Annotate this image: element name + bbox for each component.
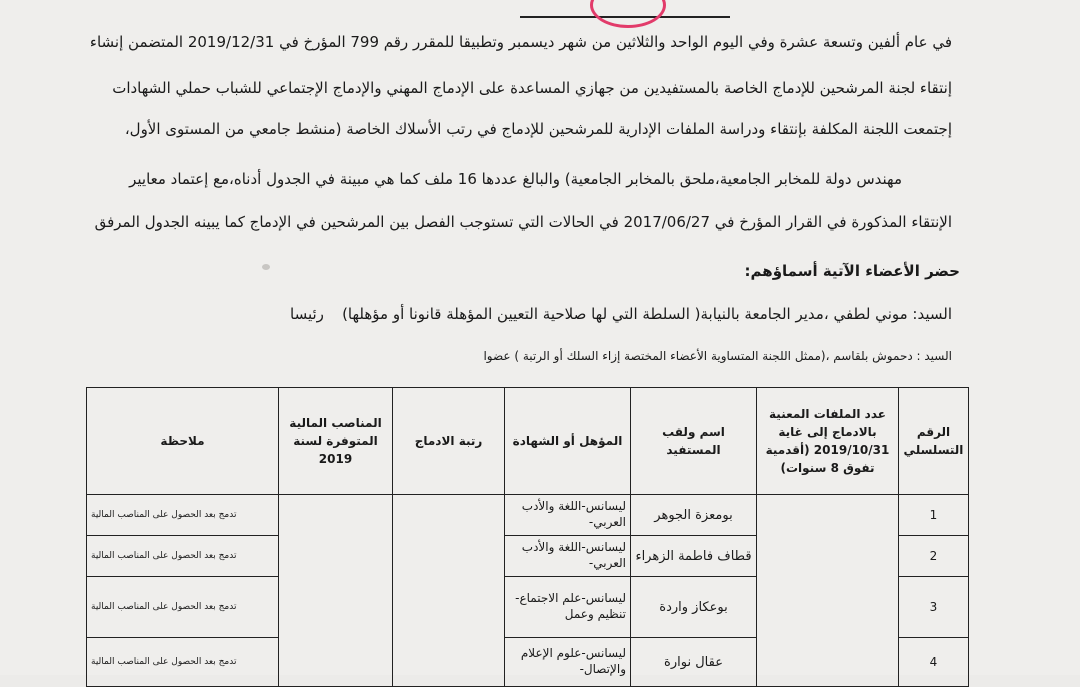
member-second: السيد : دحموش بلقاسم ،(ممثل اللجنة المتساوية الأعضاء المختصة إزاء السلك أو الرتبة ) عضوا (483, 349, 952, 363)
col-header-files: عدد الملفات المعنية بالادماج إلى غاية 2019/10/31 (أقدمية تفوق 8 سنوات) (757, 388, 899, 495)
row-qualification: ليسانس-اللغة والأدب العربي- (505, 495, 631, 536)
official-stamp (590, 0, 666, 28)
grade-cell (393, 495, 505, 687)
row-name: عقال نوارة (631, 638, 757, 687)
scan-speck (262, 264, 270, 270)
paragraph-line-1: في عام ألفين وتسعة عشرة وفي اليوم الواحد والثلاثين من شهر ديسمبر وتطبيقا للمقرر رقم 799 المؤرخ في 2019/12/31 المتضمن إنشاء (89, 33, 952, 51)
table-header-row (87, 388, 969, 495)
row-name: بوعكاز واردة (631, 577, 757, 638)
col-header-number: الرقم التسلسلي (899, 388, 969, 495)
row-qualification: ليسانس-علوم الإعلام والإتصال- (505, 638, 631, 687)
row-number: 2 (899, 536, 969, 577)
col-header-positions: المناصب المالية المتوفرة لسنة 2019 (279, 388, 393, 495)
col-header-qualification: المؤهل أو الشهادة (505, 388, 631, 495)
row-number: 3 (899, 577, 969, 638)
col-header-grade: رتبة الادماج (393, 388, 505, 495)
row-name: بومعزة الجوهر (631, 495, 757, 536)
row-number: 4 (899, 638, 969, 687)
row-qualification: ليسانس-اللغة والأدب العربي- (505, 536, 631, 577)
row-qualification: ليسانس-علم الاجتماع- تنظيم وعمل (505, 577, 631, 638)
col-header-note: ملاحظة (87, 388, 279, 495)
col-header-name: اسم ولقب المستفيد (631, 388, 757, 495)
paragraph-line-3: إجتمعت اللجنة المكلفة بإنتقاء ودراسة الملفات الإدارية للمرشحين للإدماج في رتب الأسلاك الخاصة (منشط جامعي من المستوى الأول، (124, 120, 952, 138)
member-chair: السيد: موني لطفي ،مدير الجامعة بالنيابة( السلطة التي لها صلاحية التعيين المؤهلة قانونا أو مؤهلها) (342, 305, 952, 323)
row-note: تدمج بعد الحصول على المناصب المالية (87, 638, 279, 687)
row-number: 1 (899, 495, 969, 536)
row-note: تدمج بعد الحصول على المناصب المالية (87, 536, 279, 577)
member-chair-role: رئيسا (290, 305, 324, 323)
attendance-heading: حضر الأعضاء الآتية أسماؤهم: (744, 262, 960, 280)
candidates-table (86, 387, 969, 687)
row-note: تدمج بعد الحصول على المناصب المالية (87, 495, 279, 536)
paragraph-line-2: إنتقاء لجنة المرشحين للإدماج الخاصة بالمستفيدين من جهازي المساعدة على الإدماج المهني والإدماج الإجتماعي للشباب حملي الشهادات (112, 79, 952, 97)
row-note: تدمج بعد الحصول على المناصب المالية (87, 577, 279, 638)
positions-cell (279, 495, 393, 687)
row-name: قطاف فاطمة الزهراء (631, 536, 757, 577)
paragraph-line-5: الإنتقاء المذكورة في القرار المؤرخ في 2017/06/27 في الحالات التي تستوجب الفصل بين المرشحين في الإدماج كما يبينه الجدول المرفق (94, 213, 952, 231)
table-row (87, 495, 969, 536)
files-cell (757, 495, 899, 687)
paragraph-line-4: مهندس دولة للمخابر الجامعية،ملحق بالمخابر الجامعية) والبالغ عددها 16 ملف كما هي مبينة في الجدول أدناه،مع إعتماد معايير (129, 170, 902, 188)
